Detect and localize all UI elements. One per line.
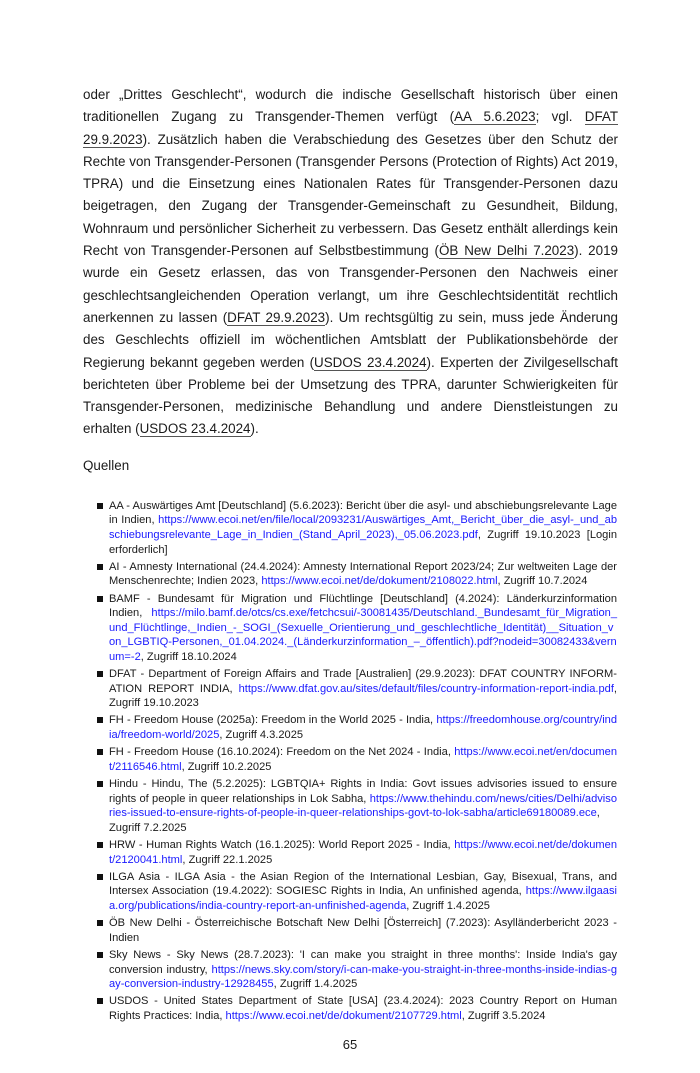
- reference-item: [97, 870, 617, 914]
- reference-item: [97, 777, 617, 835]
- reference-url-link[interactable]: https://www.thehindu.com/news/cities/Delhi/advisories-issued-to-ensure-rights-of-people-in-queer-relationships-govt-to-lok-sabha/article69180089.ece: [109, 792, 617, 820]
- reference-url-link[interactable]: https://www.ilgaasia.org/publications/india-country-report-an-unfinished-agenda: [109, 885, 617, 912]
- paragraph-text: ).: [250, 421, 259, 437]
- reference-url-link[interactable]: https://milo.bamf.de/otcs/cs.exe/fetchcsui/-30081435/Deutschland._Bundesamt_für_Migration_und_Flüchtlinge,_Indien_-_SOGI_(Sexuelle_Orientierung_und_geschlechtliche_Identität)__Situation_von_LGBTIQ-Personen,_01.04.2024._(Länderkurzinformation_–_öffentlich).pdf?nodeid=30082433&vernum=-2: [109, 607, 617, 663]
- reference-access-date: , Zugriff 10.7.2024: [497, 575, 588, 588]
- reference-access-date: , Zugriff 1.4.2025: [406, 899, 490, 912]
- reference-item: [97, 560, 617, 589]
- bullet-icon: [97, 503, 103, 509]
- bullet-icon: [97, 671, 103, 677]
- bullet-icon: [97, 596, 103, 602]
- reference-url-link[interactable]: https://freedomhouse.org/country/india/freedom-world/2025: [109, 714, 617, 742]
- reference-access-date: , Zugriff 3.5.2024: [461, 1009, 546, 1022]
- paragraph-text: ). Um rechtsgültig zu sein, muss jede Änderung des Geschlechts offiziell im wöchentlichen Amtsblatt der Publikationsbehörde der Regierung bekannt gegeben werden (: [83, 309, 619, 370]
- reference-url-link[interactable]: https://www.ecoi.net/de/dokument/2120041.html: [109, 838, 617, 866]
- reference-text: Sky News - Sky News (28.7.2023): 'I can make you straight in three months': Inside India's gay conversion industry,: [109, 948, 617, 976]
- body-paragraph: [83, 84, 618, 441]
- reference-url-link[interactable]: https://www.ecoi.net/en/file/local/2093231/Auswärtiges_Amt,_Bericht_über_die_asyl-_und_abschiebungsrelevante_Lage_in_Indien_(Stand_April_2023),_05.06.2023.pdf: [109, 514, 617, 541]
- bullet-icon: [97, 749, 103, 755]
- paragraph-text: oder „Drittes Geschlecht“, wodurch die indische Gesellschaft historisch über einen traditionellen Zugang zu Transgender-Themen verfügt (: [83, 87, 618, 125]
- reference-access-date: , Zugriff 7.2.2025: [109, 807, 600, 834]
- paragraph-text: ). Zusätzlich haben die Verabschiedung des Gesetzes über den Schutz der Rechte von Transgender-Personen (Transgender Persons (Protection of Rights) Act 2019, TPRA) und die Einsetzung eines Nationalen Rates für Transgender-Personen dazu beigetragen, den Zugang der Transgender-Gemeinschaft zu Gesundheit, Bildung, Wohnraum und persönlicher Sicherheit zu verbessern. Das Gesetz enthält allerdings kein Recht von Transgender-Personen auf Selbstbestimmung (: [83, 131, 618, 259]
- reference-url-link[interactable]: https://www.ecoi.net/de/dokument/2107729.html: [225, 1009, 462, 1022]
- reference-item: [97, 994, 617, 1023]
- reference-text: ILGA Asia - ILGA Asia - the Asian Region of the International Lesbian, Gay, Bisexual, Trans, and Intersex Association (19.4.2022): SOGIESC Rights in India, An unfinished agenda,: [109, 870, 617, 898]
- bullet-icon: [97, 920, 103, 926]
- bullet-icon: [97, 781, 103, 787]
- reference-text: ÖB New Delhi - Österreichische Botschaft New Delhi [Österreich] (7.2023): Asylländerbericht 2023 - Indien: [109, 917, 617, 944]
- reference-item: [97, 948, 617, 992]
- citation-link[interactable]: USDOS 23.4.2024: [139, 421, 251, 437]
- bullet-icon: [97, 874, 103, 880]
- reference-item: [97, 499, 617, 557]
- reference-text: FH - Freedom House (16.10.2024): Freedom on the Net 2024 - India,: [109, 746, 455, 759]
- reference-access-date: , Zugriff 22.1.2025: [182, 853, 273, 866]
- bullet-icon: [97, 952, 103, 958]
- reference-text: Hindu - Hindu, The (5.2.2025): LGBTQIA+ Rights in India: Govt issues advisories issued to ensure rights of people in queer relationships in Lok Sabha,: [109, 778, 617, 805]
- reference-text: AI - Amnesty International (24.4.2024): Amnesty International Report 2023/24; Zur weltweiten Lage der Menschenrechte; Indien 2023,: [109, 560, 617, 588]
- bullet-icon: [97, 717, 103, 723]
- paragraph-text: ). Experten der Zivilgesellschaft berichteten über Probleme bei der Umsetzung des TPRA, darunter Schwierigkeiten für Transgender-Personen, medizinische Behandlung und andere Dienstleistungen zu erhalten (: [83, 354, 618, 437]
- reference-access-date: , Zugriff 10.2.2025: [181, 760, 272, 773]
- reference-access-date: , Zugriff 19.10.2023: [109, 682, 617, 710]
- reference-access-date: , Zugriff 1.4.2025: [273, 978, 358, 991]
- bullet-icon: [97, 842, 103, 848]
- reference-access-date: , Zugriff 4.3.2025: [219, 729, 304, 742]
- citation-link[interactable]: DFAT 29.9.2023: [83, 109, 619, 147]
- reference-item: [97, 916, 617, 945]
- reference-item: [97, 667, 617, 711]
- paragraph-text: ; vgl.: [535, 109, 585, 125]
- reference-url-link[interactable]: https://www.dfat.gov.au/sites/default/files/country-information-report-india.pdf: [238, 682, 614, 695]
- reference-item: [97, 745, 617, 774]
- bullet-icon: [97, 564, 103, 570]
- citation-link[interactable]: USDOS 23.4.2024: [314, 354, 427, 370]
- citation-link[interactable]: AA 5.6.2023: [454, 109, 536, 125]
- reference-text: USDOS - United States Department of State [USA] (23.4.2024): 2023 Country Report on Human Rights Practices: India,: [109, 995, 617, 1022]
- reference-text: BAMF - Bundesamt für Migration und Flüchtlinge [Deutschland] (4.2024): Länderkurzinformation Indien,: [109, 592, 617, 620]
- sources-heading: Quellen: [83, 457, 130, 473]
- reference-access-date: , Zugriff 18.10.2024: [140, 650, 237, 663]
- reference-text: AA - Auswärtiges Amt [Deutschland] (5.6.2023): Bericht über die asyl- und abschiebungsrelevante Lage in Indien,: [109, 499, 617, 527]
- reference-text: DFAT - Department of Foreign Affairs and Trade [Australien] (29.9.2023): DFAT COUNTRY INFORMATION REPORT INDIA,: [109, 668, 617, 695]
- reference-url-link[interactable]: https://www.ecoi.net/en/document/2116546.html: [109, 746, 617, 773]
- reference-list: [97, 499, 617, 1024]
- reference-url-link[interactable]: https://www.ecoi.net/de/dokument/2108022.html: [261, 575, 498, 588]
- reference-url-link[interactable]: https://news.sky.com/story/i-can-make-you-straight-in-three-months-inside-indias-gay-conversion-industry-12928455: [109, 963, 617, 991]
- reference-item: [97, 592, 617, 665]
- reference-text: HRW - Human Rights Watch (16.1.2025): World Report 2025 - India,: [109, 838, 455, 851]
- citation-link[interactable]: ÖB New Delhi 7.2023: [439, 243, 575, 259]
- reference-access-date: , Zugriff 19.10.2023 [Login erforderlich]: [109, 528, 617, 556]
- reference-text: FH - Freedom House (2025a): Freedom in the World 2025 - India,: [109, 714, 437, 727]
- reference-item: [97, 713, 617, 742]
- citation-link[interactable]: DFAT 29.9.2023: [227, 309, 326, 325]
- paragraph-text: ). 2019 wurde ein Gesetz erlassen, das von Transgender-Personen den Nachweis einer geschlechtsangleichenden Operation verlangt, um ihre Geschlechtsidentität rechtlich anerkennen zu lassen (: [83, 243, 618, 325]
- bullet-icon: [97, 998, 103, 1004]
- page-number: 65: [342, 1037, 358, 1053]
- reference-item: [97, 838, 617, 867]
